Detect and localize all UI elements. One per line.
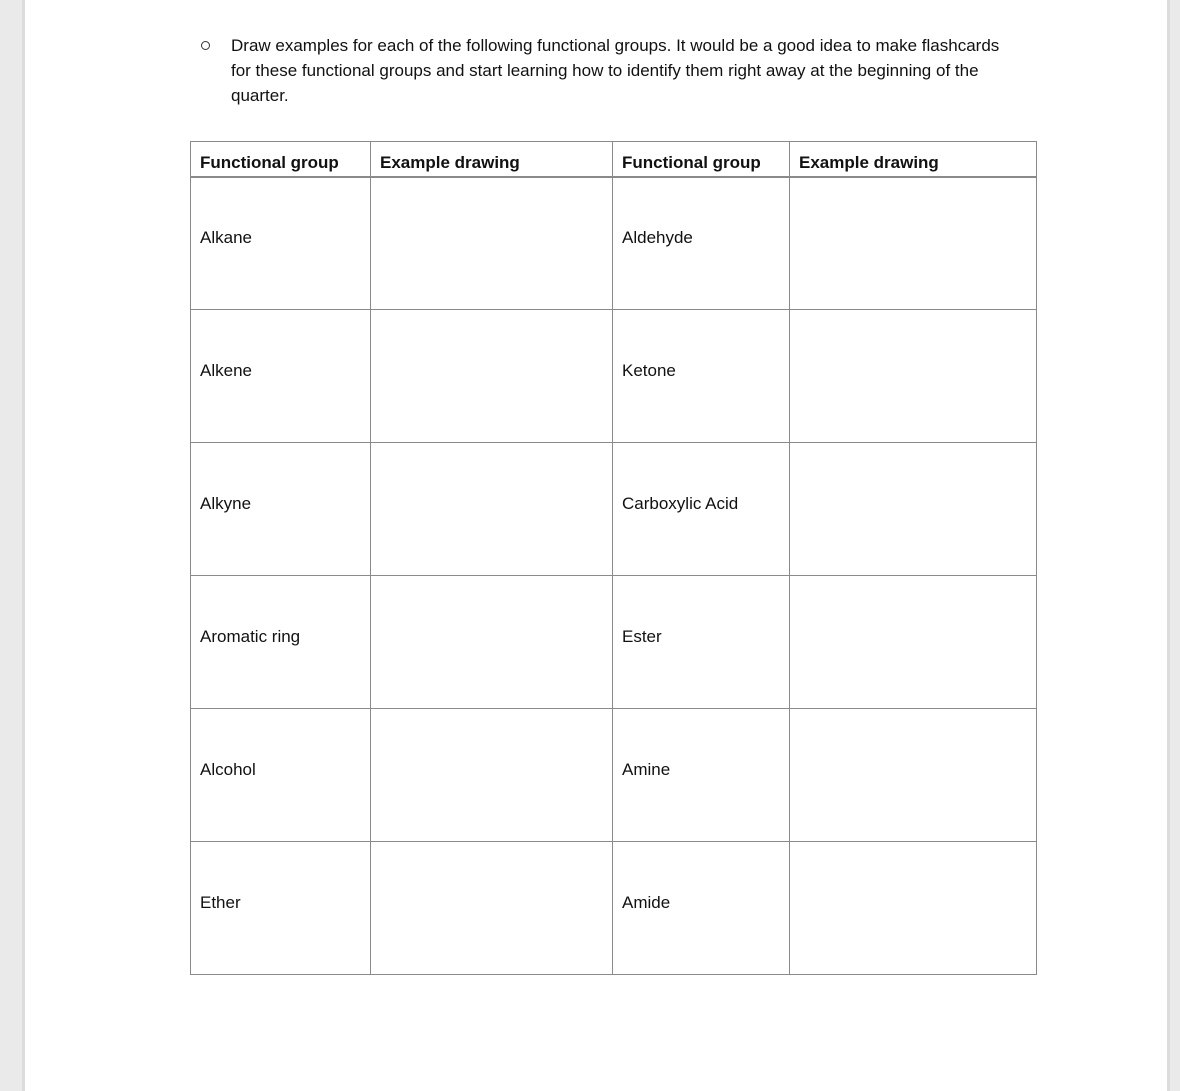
functional-groups-table xyxy=(190,141,1037,975)
group-name-cell: Alcohol xyxy=(191,709,371,842)
table-row xyxy=(191,443,1037,576)
table-row xyxy=(191,576,1037,709)
group-name-cell: Amide xyxy=(613,842,790,975)
group-name-cell: Amine xyxy=(613,709,790,842)
drawing-cell[interactable] xyxy=(371,443,613,576)
instruction-text: Draw examples for each of the following functional groups. It would be a good idea to make flashcards for these functional groups and start learning how to identify them right away at the beginning of the quarter. xyxy=(231,36,1000,105)
table-row xyxy=(191,709,1037,842)
group-name-cell: Ether xyxy=(191,842,371,975)
group-name-cell: Alkane xyxy=(191,177,371,310)
drawing-cell[interactable] xyxy=(790,177,1037,310)
drawing-cell[interactable] xyxy=(790,443,1037,576)
group-name-cell: Ketone xyxy=(613,310,790,443)
instruction-bullet xyxy=(195,33,1015,108)
drawing-cell[interactable] xyxy=(371,709,613,842)
group-name-cell: Aldehyde xyxy=(613,177,790,310)
drawing-cell[interactable] xyxy=(790,310,1037,443)
group-name-cell: Ester xyxy=(613,576,790,709)
table-row xyxy=(191,177,1037,310)
drawing-cell[interactable] xyxy=(371,576,613,709)
drawing-cell[interactable] xyxy=(371,842,613,975)
hollow-circle-bullet-icon xyxy=(201,41,210,50)
header-functional-group-right: Functional group xyxy=(613,142,790,177)
group-name-cell: Alkyne xyxy=(191,443,371,576)
group-name-cell: Aromatic ring xyxy=(191,576,371,709)
header-functional-group-left: Functional group xyxy=(191,142,371,177)
drawing-cell[interactable] xyxy=(790,576,1037,709)
drawing-cell[interactable] xyxy=(790,709,1037,842)
drawing-cell[interactable] xyxy=(790,842,1037,975)
table-header-row xyxy=(191,142,1037,177)
drawing-cell[interactable] xyxy=(371,177,613,310)
table-row xyxy=(191,842,1037,975)
header-example-drawing-left: Example drawing xyxy=(371,142,613,177)
drawing-cell[interactable] xyxy=(371,310,613,443)
table-row xyxy=(191,310,1037,443)
group-name-cell: Alkene xyxy=(191,310,371,443)
header-example-drawing-right: Example drawing xyxy=(790,142,1037,177)
group-name-cell: Carboxylic Acid xyxy=(613,443,790,576)
document-page xyxy=(22,0,1170,1091)
